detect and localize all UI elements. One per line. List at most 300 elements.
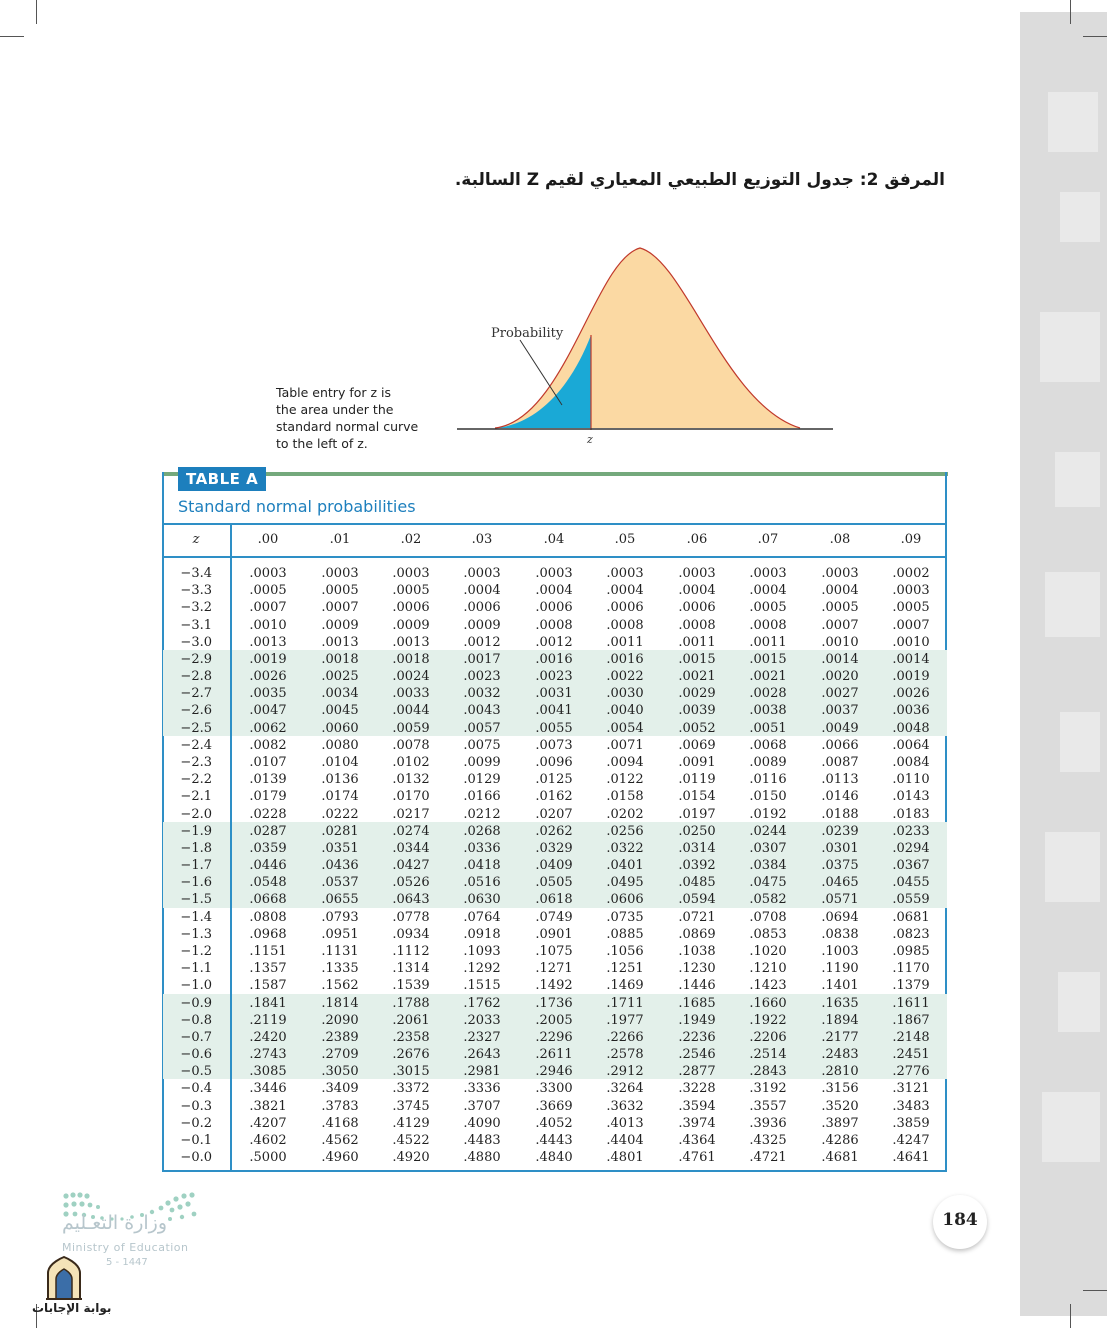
- z-value-cell: −2.2: [180, 772, 212, 788]
- column-header: .07: [757, 532, 779, 547]
- probability-cell: .3409: [321, 1081, 359, 1097]
- probability-cell: .0004: [463, 583, 501, 599]
- probability-cell: .0003: [392, 566, 430, 581]
- probability-cell: .2148: [892, 1029, 930, 1045]
- probability-cell: .1587: [249, 978, 287, 994]
- probability-cell: .0013: [249, 634, 287, 650]
- probability-cell: .2236: [678, 1029, 716, 1045]
- probability-cell: .0228: [249, 806, 287, 822]
- probability-cell: .0853: [749, 926, 787, 942]
- probability-cell: .3974: [678, 1115, 716, 1131]
- probability-cell: .0027: [821, 686, 859, 702]
- probability-cell: .0008: [749, 617, 787, 633]
- probability-cell: .0401: [606, 858, 644, 874]
- probability-cell: .3050: [321, 1064, 359, 1080]
- table-tag: TABLE A: [178, 467, 266, 491]
- probability-cell: .0004: [678, 583, 716, 599]
- probability-cell: .4404: [606, 1132, 644, 1148]
- probability-cell: .0026: [892, 686, 930, 702]
- probability-cell: .0239: [821, 823, 859, 839]
- probability-cell: .2743: [249, 1047, 287, 1063]
- probability-cell: .4880: [463, 1150, 501, 1166]
- column-header: .05: [614, 532, 636, 547]
- probability-cell: .1038: [678, 943, 716, 959]
- probability-cell: .2206: [749, 1029, 787, 1045]
- probability-cell: .0951: [321, 926, 359, 942]
- probability-cell: .0007: [892, 617, 930, 633]
- probability-cell: .0037: [821, 703, 859, 719]
- probability-cell: .0060: [321, 720, 359, 736]
- probability-cell: .4168: [321, 1115, 359, 1131]
- probability-cell: .0012: [535, 634, 573, 650]
- probability-cell: .0005: [321, 583, 359, 599]
- probability-cell: .0322: [606, 840, 644, 856]
- page-number-badge: [933, 1195, 987, 1249]
- probability-cell: .0008: [606, 617, 644, 633]
- normal-curve-figure: [455, 240, 835, 450]
- probability-cell: .0087: [821, 754, 859, 770]
- probability-cell: .0041: [535, 703, 573, 719]
- z-value-cell: −0.9: [180, 995, 212, 1011]
- probability-cell: .1230: [678, 961, 716, 977]
- probability-cell: .0336: [463, 840, 501, 856]
- probability-cell: .0202: [606, 806, 644, 822]
- probability-cell: .4013: [606, 1115, 644, 1131]
- probability-cell: .0233: [892, 823, 930, 839]
- z-value-cell: −1.3: [180, 926, 212, 942]
- probability-cell: .0985: [892, 943, 930, 959]
- probability-cell: .1190: [821, 961, 859, 977]
- probability-cell: .0003: [892, 583, 930, 599]
- probability-cell: .1762: [463, 995, 501, 1011]
- probability-cell: .0869: [678, 926, 716, 942]
- probability-cell: .0197: [678, 806, 716, 822]
- probability-cell: .2177: [821, 1029, 859, 1045]
- probability-cell: .2877: [678, 1064, 716, 1080]
- probability-cell: .3228: [678, 1081, 716, 1097]
- probability-cell: .0012: [463, 634, 501, 650]
- probability-cell: .0495: [606, 875, 644, 891]
- ministry-year: 5 - 1447: [106, 1257, 148, 1268]
- probability-cell: .2119: [249, 1012, 287, 1028]
- probability-cell: .0023: [535, 669, 573, 685]
- probability-cell: .0110: [892, 772, 930, 788]
- probability-cell: .4090: [463, 1115, 501, 1131]
- probability-cell: .2389: [321, 1029, 359, 1045]
- probability-cell: .0721: [678, 909, 716, 925]
- probability-cell: .0051: [749, 720, 787, 736]
- probability-cell: .1093: [463, 943, 501, 959]
- probability-cell: .0427: [392, 858, 430, 874]
- probability-cell: .0005: [249, 583, 287, 599]
- probability-cell: .2483: [821, 1047, 859, 1063]
- probability-cell: .0384: [749, 858, 787, 874]
- probability-cell: .0455: [892, 875, 930, 891]
- probability-cell: .3192: [749, 1081, 787, 1097]
- probability-cell: .0024: [392, 669, 430, 685]
- probability-cell: .0006: [678, 600, 716, 616]
- probability-cell: .3632: [606, 1098, 644, 1114]
- caption-line: Table entry for z is: [276, 385, 392, 400]
- probability-cell: .0281: [321, 823, 359, 839]
- probability-cell: .0016: [535, 651, 573, 667]
- probability-cell: .0099: [463, 754, 501, 770]
- probability-cell: .0764: [463, 909, 501, 925]
- probability-cell: .4681: [821, 1150, 859, 1166]
- probability-cell: .0020: [821, 669, 859, 685]
- probability-cell: .0268: [463, 823, 501, 839]
- caption-line: the area under the: [276, 402, 394, 417]
- probability-cell: .0307: [749, 840, 787, 856]
- probability-cell: .0351: [321, 840, 359, 856]
- probability-cell: .0031: [535, 686, 573, 702]
- probability-cell: .5000: [249, 1150, 287, 1166]
- probability-cell: .4364: [678, 1132, 716, 1148]
- probability-cell: .1251: [606, 961, 644, 977]
- crop-mark: [1070, 1304, 1071, 1328]
- probability-cell: .0643: [392, 892, 430, 908]
- probability-cell: .0735: [606, 909, 644, 925]
- probability-cell: .0885: [606, 926, 644, 942]
- probability-cell: .3859: [892, 1115, 930, 1131]
- probability-cell: .0708: [749, 909, 787, 925]
- probability-cell: .0007: [249, 600, 287, 616]
- probability-cell: .0250: [678, 823, 716, 839]
- probability-cell: .0516: [463, 875, 501, 891]
- probability-cell: .0013: [321, 634, 359, 650]
- probability-cell: .0571: [821, 892, 859, 908]
- probability-cell: .0668: [249, 892, 287, 908]
- probability-cell: .0207: [535, 806, 573, 822]
- probability-cell: .0630: [463, 892, 501, 908]
- probability-cell: .0005: [749, 600, 787, 616]
- probability-cell: .4960: [321, 1150, 359, 1166]
- probability-cell: .0918: [463, 926, 501, 942]
- probability-cell: .0019: [249, 651, 287, 667]
- probability-cell: .1736: [535, 995, 573, 1011]
- probability-cell: .0125: [535, 772, 573, 788]
- probability-cell: .0009: [463, 617, 501, 633]
- probability-cell: .0150: [749, 789, 787, 805]
- probability-cell: .0003: [535, 566, 573, 581]
- probability-cell: .0475: [749, 875, 787, 891]
- probability-cell: .0559: [892, 892, 930, 908]
- probability-cell: .0006: [606, 600, 644, 616]
- page-edge-strip: [1020, 12, 1107, 1316]
- probability-cell: .0094: [606, 754, 644, 770]
- probability-cell: .0071: [606, 737, 644, 753]
- probability-cell: .1210: [749, 961, 787, 977]
- probability-cell: .0048: [892, 720, 930, 736]
- probability-cell: .2810: [821, 1064, 859, 1080]
- probability-cell: .2912: [606, 1064, 644, 1080]
- probability-cell: .0003: [678, 566, 716, 581]
- probability-cell: .0436: [321, 858, 359, 874]
- z-value-cell: −3.1: [180, 617, 212, 633]
- crop-mark: [1083, 36, 1107, 37]
- probability-cell: .2776: [892, 1064, 930, 1080]
- probability-cell: .0055: [535, 720, 573, 736]
- probability-cell: .0011: [678, 634, 716, 650]
- crop-mark: [36, 0, 37, 24]
- probability-cell: .0091: [678, 754, 716, 770]
- probability-cell: .0038: [749, 703, 787, 719]
- z-value-cell: −1.9: [180, 823, 212, 839]
- z-value-cell: −2.7: [180, 686, 212, 702]
- probability-cell: .0029: [678, 686, 716, 702]
- crop-mark: [1083, 1290, 1107, 1291]
- probability-cell: .0015: [749, 651, 787, 667]
- probability-cell: .1922: [749, 1012, 787, 1028]
- probability-cell: .2005: [535, 1012, 573, 1028]
- probability-cell: .0104: [321, 754, 359, 770]
- probability-cell: .0002: [892, 566, 930, 581]
- column-header: .03: [471, 532, 493, 547]
- probability-cell: .3085: [249, 1064, 287, 1080]
- probability-cell: .0166: [463, 789, 501, 805]
- probability-cell: .0006: [392, 600, 430, 616]
- probability-cell: .0505: [535, 875, 573, 891]
- probability-cell: .0594: [678, 892, 716, 908]
- caption-line: to the left of z.: [276, 436, 368, 451]
- probability-cell: .0006: [463, 600, 501, 616]
- probability-cell: .0008: [678, 617, 716, 633]
- probability-cell: .2327: [463, 1029, 501, 1045]
- probability-cell: .0188: [821, 806, 859, 822]
- probability-cell: .0004: [535, 583, 573, 599]
- probability-cell: .1841: [249, 995, 287, 1011]
- probability-cell: .0059: [392, 720, 430, 736]
- probability-cell: .2420: [249, 1029, 287, 1045]
- probability-cell: .0082: [249, 737, 287, 753]
- probability-cell: .0143: [892, 789, 930, 805]
- probability-cell: .1539: [392, 978, 430, 994]
- z-value-cell: −0.0: [180, 1150, 212, 1166]
- probability-cell: .0212: [463, 806, 501, 822]
- probability-cell: .1423: [749, 978, 787, 994]
- probability-cell: .0057: [463, 720, 501, 736]
- probability-cell: .0375: [821, 858, 859, 874]
- column-header: .06: [686, 532, 708, 547]
- probability-label: Probability: [491, 326, 564, 341]
- ministry-name-english: Ministry of Education: [62, 1241, 189, 1254]
- probability-cell: .0073: [535, 737, 573, 753]
- probability-cell: .0344: [392, 840, 430, 856]
- probability-cell: .0054: [606, 720, 644, 736]
- z-axis-label: z: [587, 433, 593, 446]
- column-header: .04: [543, 532, 565, 547]
- table-divider: [163, 556, 947, 558]
- probability-cell: .4286: [821, 1132, 859, 1148]
- column-header: .01: [329, 532, 351, 547]
- probability-cell: .0107: [249, 754, 287, 770]
- probability-cell: .4801: [606, 1150, 644, 1166]
- probability-cell: .0136: [321, 772, 359, 788]
- probability-cell: .0934: [392, 926, 430, 942]
- probability-cell: .3372: [392, 1081, 430, 1097]
- z-value-cell: −0.2: [180, 1115, 212, 1131]
- z-value-cell: −3.4: [180, 566, 212, 581]
- probability-cell: .3300: [535, 1081, 573, 1097]
- z-value-cell: −0.8: [180, 1012, 212, 1028]
- probability-cell: .0018: [321, 651, 359, 667]
- probability-cell: .0021: [749, 669, 787, 685]
- probability-cell: .3594: [678, 1098, 716, 1114]
- z-value-cell: −3.2: [180, 600, 212, 616]
- probability-cell: .2709: [321, 1047, 359, 1063]
- probability-cell: .3783: [321, 1098, 359, 1114]
- z-value-cell: −3.3: [180, 583, 212, 599]
- probability-cell: .2676: [392, 1047, 430, 1063]
- probability-cell: .3483: [892, 1098, 930, 1114]
- probability-cell: .0116: [749, 772, 787, 788]
- z-value-cell: −2.3: [180, 754, 212, 770]
- probability-cell: .0183: [892, 806, 930, 822]
- probability-cell: .2546: [678, 1047, 716, 1063]
- probability-cell: .1292: [463, 961, 501, 977]
- probability-cell: .0043: [463, 703, 501, 719]
- probability-cell: .3520: [821, 1098, 859, 1114]
- probability-cell: .3015: [392, 1064, 430, 1080]
- probability-cell: .0040: [606, 703, 644, 719]
- probability-cell: .0139: [249, 772, 287, 788]
- table-divider: [163, 523, 947, 525]
- probability-cell: .0033: [392, 686, 430, 702]
- probability-cell: .1151: [249, 943, 287, 959]
- probability-cell: .1170: [892, 961, 930, 977]
- probability-cell: .1075: [535, 943, 573, 959]
- probability-cell: .0014: [821, 651, 859, 667]
- probability-cell: .0049: [821, 720, 859, 736]
- probability-cell: .1611: [892, 995, 930, 1011]
- probability-cell: .0009: [392, 617, 430, 633]
- probability-cell: .0192: [749, 806, 787, 822]
- probability-cell: .1894: [821, 1012, 859, 1028]
- probability-cell: .4129: [392, 1115, 430, 1131]
- z-value-cell: −3.0: [180, 634, 212, 650]
- probability-cell: .0019: [892, 669, 930, 685]
- probability-cell: .0025: [321, 669, 359, 685]
- probability-cell: .0329: [535, 840, 573, 856]
- probability-cell: .0016: [606, 651, 644, 667]
- probability-cell: .0694: [821, 909, 859, 925]
- probability-cell: .4052: [535, 1115, 573, 1131]
- probability-cell: .0028: [749, 686, 787, 702]
- probability-cell: .4522: [392, 1132, 430, 1148]
- probability-cell: .0036: [892, 703, 930, 719]
- probability-cell: .2061: [392, 1012, 430, 1028]
- probability-cell: .0006: [535, 600, 573, 616]
- probability-cell: .0129: [463, 772, 501, 788]
- z-value-cell: −1.7: [180, 858, 212, 874]
- probability-cell: .0244: [749, 823, 787, 839]
- probability-cell: .0113: [821, 772, 859, 788]
- probability-cell: .0030: [606, 686, 644, 702]
- probability-cell: .1469: [606, 978, 644, 994]
- probability-cell: .2296: [535, 1029, 573, 1045]
- probability-cell: .4443: [535, 1132, 573, 1148]
- probability-cell: .0023: [463, 669, 501, 685]
- probability-cell: .1401: [821, 978, 859, 994]
- probability-cell: .0548: [249, 875, 287, 891]
- probability-pointer: [520, 340, 562, 405]
- z-column-header: z: [192, 532, 200, 547]
- probability-cell: .0003: [606, 566, 644, 581]
- crop-mark: [1070, 0, 1071, 24]
- z-value-cell: −0.7: [180, 1029, 212, 1045]
- probability-cell: .2643: [463, 1047, 501, 1063]
- probability-cell: .1379: [892, 978, 930, 994]
- probability-cell: .0034: [321, 686, 359, 702]
- z-value-cell: −1.6: [180, 875, 212, 891]
- table-title: Standard normal probabilities: [178, 497, 416, 516]
- probability-cell: .3557: [749, 1098, 787, 1114]
- probability-cell: .4641: [892, 1150, 930, 1166]
- probability-cell: .1112: [392, 943, 430, 959]
- crop-mark: [0, 36, 24, 37]
- probability-cell: .0003: [821, 566, 859, 581]
- probability-cell: .1131: [321, 943, 359, 959]
- probability-cell: .0003: [249, 566, 287, 581]
- probability-cell: .2266: [606, 1029, 644, 1045]
- column-header: .08: [829, 532, 851, 547]
- probability-cell: .3936: [749, 1115, 787, 1131]
- probability-cell: .3897: [821, 1115, 859, 1131]
- appendix-heading: المرفق 2: جدول التوزيع الطبيعي المعياري لقيم Z السالبة.: [454, 170, 945, 190]
- column-header: .02: [400, 532, 422, 547]
- probability-cell: .0154: [678, 789, 716, 805]
- portal-label: بوابة الإجابات: [32, 1301, 112, 1315]
- probability-cell: .3446: [249, 1081, 287, 1097]
- probability-cell: .0217: [392, 806, 430, 822]
- probability-cell: .1446: [678, 978, 716, 994]
- z-value-cell: −2.9: [180, 651, 212, 667]
- probability-cell: .0287: [249, 823, 287, 839]
- probability-cell: .0047: [249, 703, 287, 719]
- probability-cell: .0005: [892, 600, 930, 616]
- probability-cell: .2578: [606, 1047, 644, 1063]
- probability-cell: .0004: [749, 583, 787, 599]
- z-value-cell: −0.3: [180, 1098, 212, 1114]
- probability-cell: .0537: [321, 875, 359, 891]
- probability-cell: .0011: [749, 634, 787, 650]
- probability-cell: .3336: [463, 1081, 501, 1097]
- probability-cell: .0084: [892, 754, 930, 770]
- probability-cell: .0089: [749, 754, 787, 770]
- probability-cell: .0179: [249, 789, 287, 805]
- probability-cell: .1660: [749, 995, 787, 1011]
- probability-cell: .2514: [749, 1047, 787, 1063]
- probability-cell: .1977: [606, 1012, 644, 1028]
- probability-cell: .0808: [249, 909, 287, 925]
- probability-cell: .0017: [463, 651, 501, 667]
- probability-cell: .0022: [606, 669, 644, 685]
- probability-cell: .1711: [606, 995, 644, 1011]
- probability-cell: .1867: [892, 1012, 930, 1028]
- probability-cell: .0014: [892, 651, 930, 667]
- probability-cell: .0015: [678, 651, 716, 667]
- probability-cell: .0222: [321, 806, 359, 822]
- probability-cell: .0314: [678, 840, 716, 856]
- probability-cell: .0068: [749, 737, 787, 753]
- probability-cell: .0301: [821, 840, 859, 856]
- probability-cell: .0606: [606, 892, 644, 908]
- probability-cell: .1562: [321, 978, 359, 994]
- z-value-cell: −2.1: [180, 789, 212, 805]
- probability-cell: .3707: [463, 1098, 501, 1114]
- probability-cell: .0003: [463, 566, 501, 581]
- column-header: .00: [257, 532, 279, 547]
